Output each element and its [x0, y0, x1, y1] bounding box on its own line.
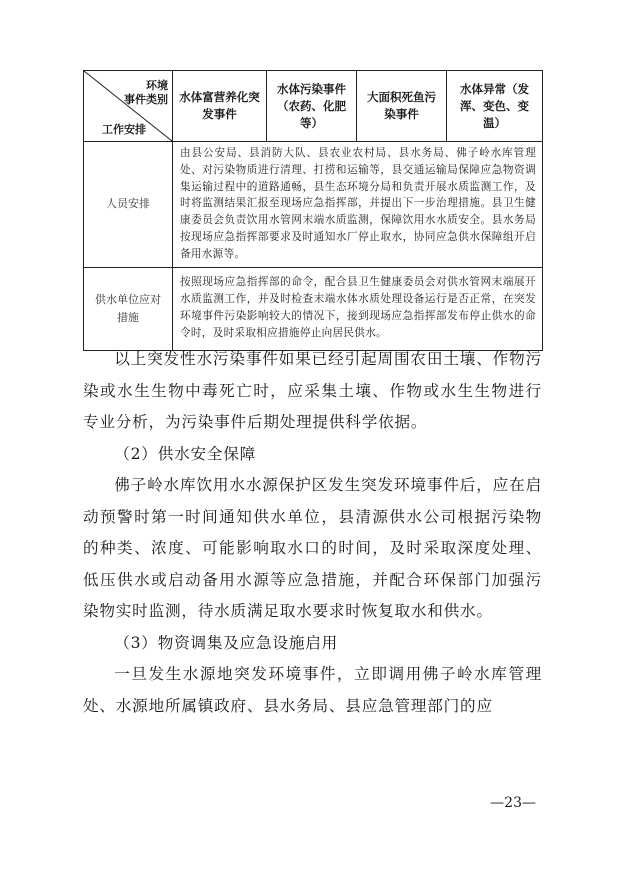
- page-number: —23—: [490, 795, 536, 811]
- diagonal-header-cell: [84, 71, 173, 142]
- row-label: 供水单位应对措施: [84, 267, 173, 350]
- corner-bottom-label: 工作安排: [102, 123, 146, 136]
- corner-top-label: 环境 事件类别: [124, 79, 168, 106]
- paragraph: 以上突发性水污染事件如果已经引起周围农田土壤、作物污染或水生生物中毒死亡时，应采集土壤、作物或水生生物进行专业分析，为污染事件后期处理提供科学依据。: [83, 350, 542, 431]
- body-text: [83, 344, 542, 722]
- column-header: 水体污染事件（农药、化肥等）: [267, 71, 357, 142]
- table-row: [84, 142, 543, 268]
- row-content: 由县公安局、县消防大队、县农业农村局、县水务局、佛子岭水库管理处、对污染物质进行清理、打捞和运输等，县交通运输局保障应急物资调集运输过程中的道路通畅，县生态环境分局和负责开展水质监测工作，及时将监测结果汇报至现场应急指挥部，并提出下一步治理措施。县卫生健康委员会负责饮用水管网末端水质监测，保障饮用水水质安全。县水务局按现场应急指挥部要求及时通知水厂停止取水，协同应急供水保障组开启备用水源等。: [173, 142, 543, 268]
- section-heading: （3）物资调集及应急设施启用: [114, 633, 339, 652]
- column-header: 水体富营养化突发事件: [173, 71, 267, 142]
- table-row: [84, 267, 543, 350]
- paragraph: 一旦发生水源地突发环境事件，立即调用佛子岭水库管理处、水源地所属镇政府、县水务局、县应急管理部门的应: [83, 665, 542, 715]
- row-label: 人员安排: [84, 142, 173, 268]
- section-heading: （2）供水安全保障: [114, 444, 257, 463]
- table-header-row: [84, 71, 543, 142]
- paragraph: 佛子岭水库饮用水水源保护区发生突发环境事件后，应在启动预警时第一时间通知供水单位，县清源供水公司根据污染物的种类、浓度、可能影响取水口的时间，及时采取深度处理、低压供水或启动备用水源等应急措施，并配合环保部门加强污染物实时监测，待水质满足取水要求时恢复取水和供水。: [83, 476, 542, 620]
- column-header: 水体异常（发浑、变色、变温）: [447, 71, 543, 142]
- emergency-table: [83, 70, 543, 351]
- row-content: 按照现场应急指挥部的命令，配合县卫生健康委员会对供水管网末端展开水质监测工作，并及时检查末端水体水质处理设备运行是否正常，在突发环境事件污染影响较大的情况下，接到现场应急指挥部发布停止供水的命令时，及时采取相应措施停止向居民供水。: [173, 267, 543, 350]
- column-header: 大面积死鱼污染事件: [357, 71, 447, 142]
